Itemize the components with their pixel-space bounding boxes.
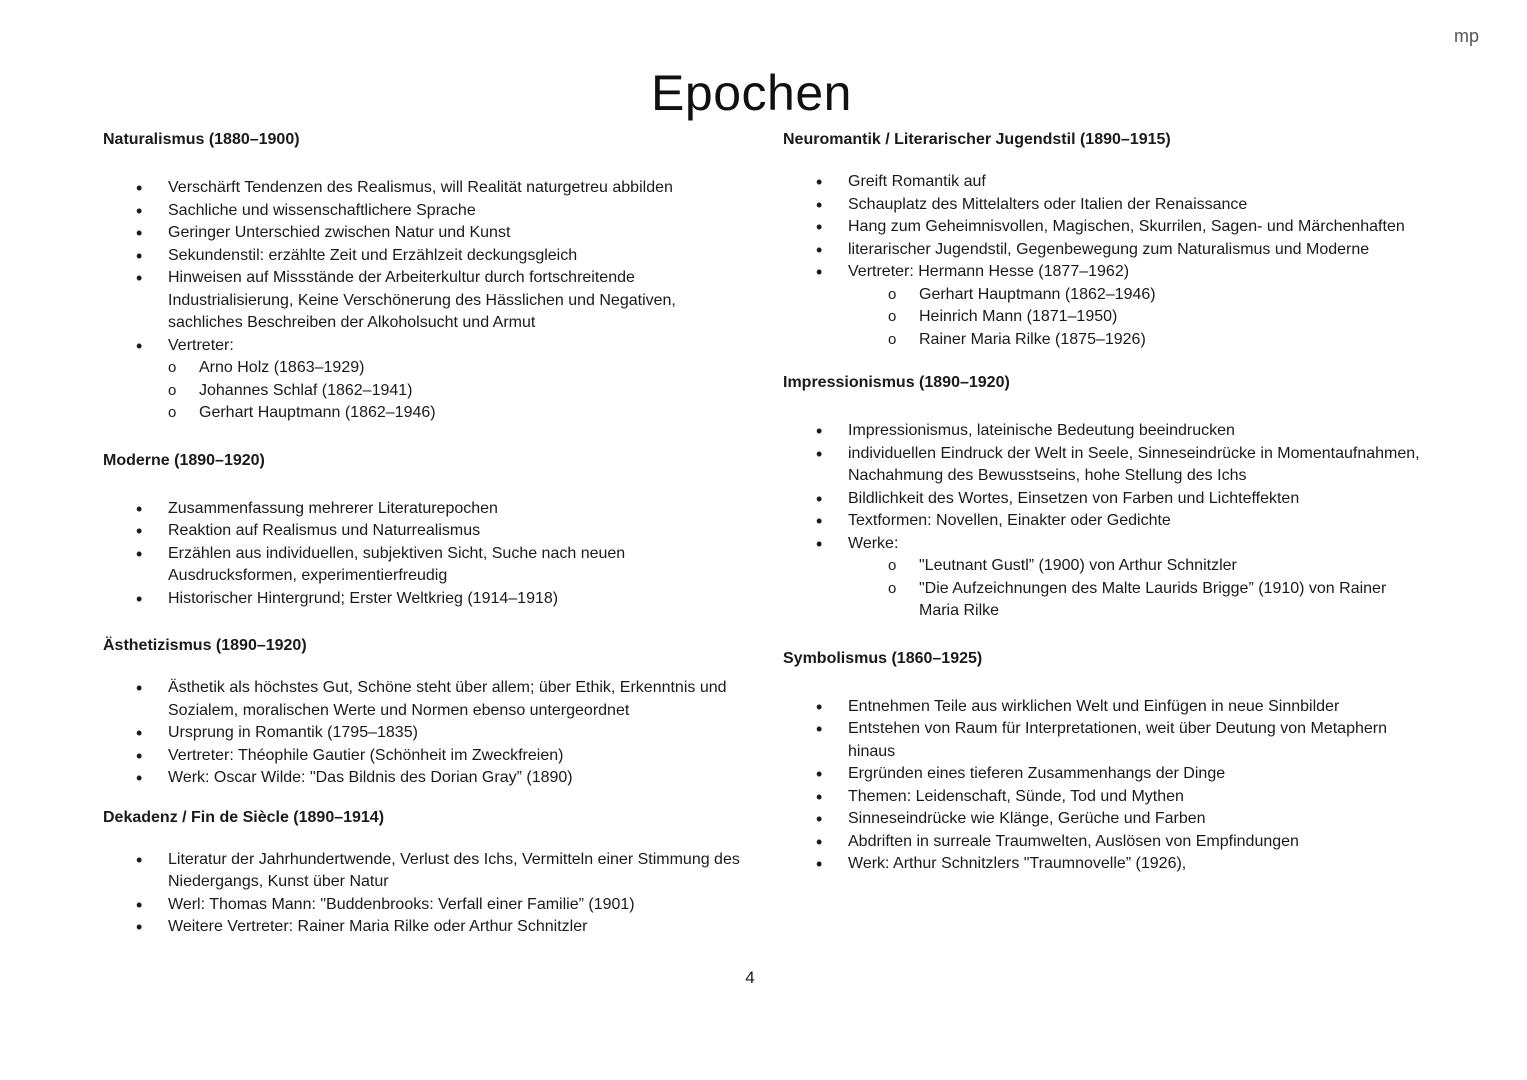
list-item-text: Weitere Vertreter: Rainer Maria Rilke oder Arthur Schnitzler bbox=[168, 918, 588, 935]
list-item-text: Sekundenstil: erzählte Zeit und Erzählzeit deckungsgleich bbox=[168, 246, 578, 264]
list-item-text: Vertreter: bbox=[168, 336, 234, 354]
section-heading: Ästhetizismus (1890–1920) bbox=[103, 637, 307, 654]
sub-list bbox=[888, 555, 1423, 623]
list-item bbox=[783, 216, 1423, 239]
list-item-text: Abdriften in surreale Traumwelten, Auslösen von Empfindungen bbox=[848, 832, 1299, 850]
list-item-text: Historischer Hintergrund; Erster Weltkrieg (1914–1918) bbox=[168, 589, 559, 607]
section-naturalismus bbox=[103, 128, 743, 425]
list-item bbox=[783, 239, 1423, 262]
list-item bbox=[103, 916, 743, 939]
list-item bbox=[103, 849, 743, 894]
sub-list-item: o Gerhart Hauptmann (1862–1946) bbox=[888, 284, 1423, 307]
sub-list bbox=[168, 357, 743, 425]
section-symbolismus bbox=[783, 647, 1423, 876]
list-item bbox=[783, 420, 1423, 443]
list-item bbox=[783, 763, 1423, 786]
sub-list-item: o Johannes Schlaf (1862–1941) bbox=[168, 380, 743, 403]
section-heading: Impressionismus (1890–1920) bbox=[783, 374, 1010, 391]
page-number: 4 bbox=[745, 968, 755, 987]
list-item-text: Ursprung in Romantik (1795–1835) bbox=[168, 724, 418, 741]
list-item-text: Verschärft Tendenzen des Realismus, will Realität naturgetreu abbilden bbox=[168, 179, 673, 196]
list-item bbox=[103, 177, 743, 200]
list-item bbox=[103, 200, 743, 223]
list-item-text: Vertreter: Hermann Hesse (1877–1962) bbox=[848, 263, 1130, 280]
list-item-text: Werk: Oscar Wilde: "Das Bildnis des Dorian Gray” (1890) bbox=[168, 769, 573, 786]
sub-list-item: o Arno Holz (1863–1929) bbox=[168, 357, 743, 380]
section-heading: Moderne (1890–1920) bbox=[103, 451, 265, 469]
list-item bbox=[103, 745, 743, 768]
list-item bbox=[783, 510, 1423, 533]
list-item-text: Bildlichkeit des Wortes, Einsetzen von Farben und Lichteffekten bbox=[848, 489, 1300, 507]
left-column bbox=[103, 128, 743, 939]
right-column bbox=[783, 128, 1423, 876]
list-item bbox=[783, 696, 1423, 719]
list-item bbox=[103, 543, 743, 588]
list-item-text: Greift Romantik auf bbox=[848, 173, 986, 190]
list-item bbox=[103, 520, 743, 543]
list-item bbox=[783, 533, 1423, 623]
list-item bbox=[103, 267, 743, 335]
list-item-text: Vertreter: Théophile Gautier (Schönheit im Zweckfreien) bbox=[168, 746, 564, 764]
list-item-text: Zusammenfassung mehrerer Literaturepochen bbox=[168, 499, 498, 517]
list-item-text: Reaktion auf Realismus und Naturrealismus bbox=[168, 522, 481, 539]
list-item bbox=[783, 488, 1423, 511]
sub-list-item: o Gerhart Hauptmann (1862–1946) bbox=[168, 402, 743, 425]
list-item-text: Textformen: Novellen, Einakter oder Gedichte bbox=[848, 512, 1171, 529]
list-item bbox=[103, 335, 743, 425]
list-item bbox=[783, 171, 1423, 194]
section-dekadenz-fin-de-si-cle bbox=[103, 806, 743, 939]
list-item bbox=[783, 194, 1423, 217]
list-item bbox=[103, 498, 743, 521]
list-item-text: Werl: Thomas Mann: "Buddenbrooks: Verfall einer Familie” (1901) bbox=[168, 895, 635, 913]
list-item-text: Entnehmen Teile aus wirklichen Welt und Einfügen in neue Sinnbilder bbox=[848, 697, 1340, 715]
section-heading: Neuromantik / Literarischer Jugendstil (1890–1915) bbox=[783, 131, 1171, 148]
sub-list-item: o "Die Aufzeichnungen des Malte Laurids Brigge” (1910) von Rainer Maria Rilke bbox=[888, 578, 1423, 623]
section-neuromantik-literarischer-jugendstil bbox=[783, 128, 1423, 351]
section-heading: Dekadenz / Fin de Siècle (1890–1914) bbox=[103, 808, 385, 826]
list-item-text: Sachliche und wissenschaftlichere Sprache bbox=[168, 201, 476, 219]
list-item bbox=[103, 245, 743, 268]
list-item bbox=[783, 718, 1423, 763]
list-item-text: Sinneseindrücke wie Klänge, Gerüche und Farben bbox=[848, 810, 1206, 827]
list-item-text: Ästhetik als höchstes Gut, Schöne steht über allem; über Ethik, Erkenntnis und Sozialem, moralischen Werte und Normen ebenso untergeordnet bbox=[168, 679, 727, 719]
list-item-text: Themen: Leidenschaft, Sünde, Tod und Mythen bbox=[848, 787, 1184, 805]
section-heading: Symbolismus (1860–1925) bbox=[783, 649, 983, 667]
list-item-text: Literatur der Jahrhundertwende, Verlust des Ichs, Vermitteln einer Stimmung des Niedergangs, Kunst über Natur bbox=[168, 850, 740, 890]
list-item-text: Geringer Unterschied zwischen Natur und Kunst bbox=[168, 224, 511, 241]
sub-list-item: o Rainer Maria Rilke (1875–1926) bbox=[888, 329, 1423, 352]
list-item-text: Ergründen eines tieferen Zusammenhangs der Dinge bbox=[848, 765, 1226, 782]
list-item-text: Werke: bbox=[848, 534, 899, 552]
list-item bbox=[103, 222, 743, 245]
list-item bbox=[783, 808, 1423, 831]
section-heading: Naturalismus (1880–1900) bbox=[103, 131, 300, 148]
list-item bbox=[103, 767, 743, 790]
section-ästhetizismus bbox=[103, 634, 743, 790]
bullet-list bbox=[103, 177, 743, 425]
list-item bbox=[783, 853, 1423, 876]
list-item bbox=[783, 443, 1423, 488]
bullet-list bbox=[103, 849, 743, 939]
list-item-text: Impressionismus, lateinische Bedeutung beeindrucken bbox=[848, 422, 1235, 439]
bullet-list bbox=[783, 420, 1423, 623]
list-item bbox=[103, 894, 743, 917]
bullet-list bbox=[783, 171, 1423, 351]
list-item-text: Hinweisen auf Missstände der Arbeiterkultur durch fortschreitende Industrialisierung, Keine Verschönerung des Hässlichen und Negativen, sachliches Beschreiben der Alkoholsucht und Armut bbox=[168, 269, 676, 331]
list-item bbox=[783, 261, 1423, 351]
list-item-text: literarischer Jugendstil, Gegenbewegung zum Naturalismus und Moderne bbox=[848, 240, 1370, 258]
bullet-list bbox=[103, 677, 743, 790]
list-item bbox=[783, 786, 1423, 809]
list-item-text: Schauplatz des Mittelalters oder Italien der Renaissance bbox=[848, 195, 1248, 213]
section-moderne bbox=[103, 449, 743, 611]
bullet-list bbox=[783, 696, 1423, 876]
list-item-text: individuellen Eindruck der Welt in Seele, Sinneseindrücke in Momentaufnahmen, Nachahmung des Bewusstseins, hohe Stellung des Ichs bbox=[848, 444, 1420, 484]
sub-list-item: o Heinrich Mann (1871–1950) bbox=[888, 306, 1423, 329]
section-impressionismus bbox=[783, 371, 1423, 623]
list-item-text: Hang zum Geheimnisvollen, Magischen, Skurrilen, Sagen- und Märchenhaften bbox=[848, 218, 1405, 235]
list-item bbox=[103, 722, 743, 745]
list-item-text: Entstehen von Raum für Interpretationen, weit über Deutung von Metaphern hinaus bbox=[848, 720, 1387, 760]
sub-list bbox=[888, 284, 1423, 352]
list-item bbox=[103, 588, 743, 611]
list-item bbox=[103, 677, 743, 722]
sub-list-item: o "Leutnant Gustl” (1900) von Arthur Schnitzler bbox=[888, 555, 1423, 578]
list-item bbox=[783, 831, 1423, 854]
bullet-list bbox=[103, 498, 743, 611]
page-title: Epochen bbox=[651, 65, 852, 121]
list-item-text: Erzählen aus individuellen, subjektiven Sicht, Suche nach neuen Ausdrucksformen, experimentierfreudig bbox=[168, 544, 626, 584]
list-item-text: Werk: Arthur Schnitzlers "Traumnovelle” (1926), bbox=[848, 855, 1187, 872]
author-initials: mp bbox=[1453, 26, 1479, 46]
